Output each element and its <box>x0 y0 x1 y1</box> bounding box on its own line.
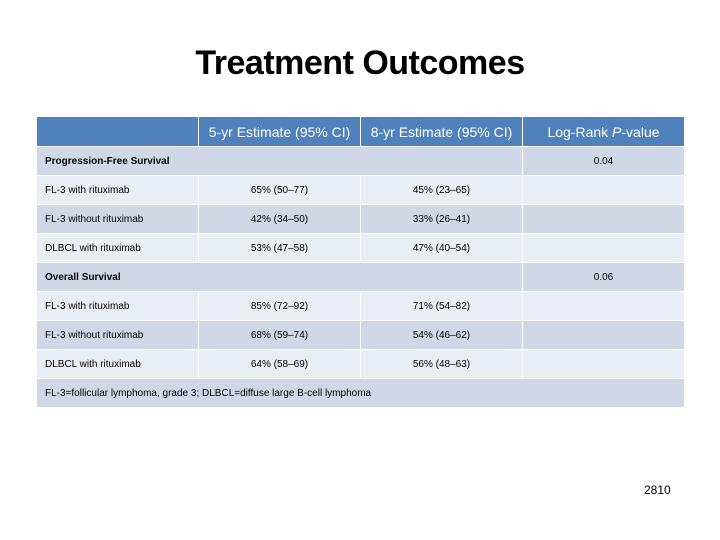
header-log-rank-p: P <box>612 123 622 140</box>
row-label: DLBCL with rituximab <box>37 350 199 379</box>
table-row <box>37 321 685 350</box>
five-yr-value: 53% (47–58) <box>199 234 361 263</box>
eight-yr-value: 71% (54–82) <box>361 292 523 321</box>
footnote-row <box>37 379 685 408</box>
table-row <box>37 350 685 379</box>
table-row <box>37 205 685 234</box>
section-title-pfs: Progression-Free Survival <box>37 147 523 176</box>
section-row-os <box>37 263 685 292</box>
section-row-pfs <box>37 147 685 176</box>
five-yr-value: 42% (34–50) <box>199 205 361 234</box>
header-label-cell <box>37 117 199 147</box>
header-log-rank-prefix: Log-Rank <box>547 123 613 140</box>
eight-yr-value: 45% (23–65) <box>361 176 523 205</box>
eight-yr-value: 54% (46–62) <box>361 321 523 350</box>
p-value-empty <box>523 205 685 234</box>
eight-yr-value: 47% (40–54) <box>361 234 523 263</box>
p-value-empty <box>523 234 685 263</box>
eight-yr-value: 56% (48–63) <box>361 350 523 379</box>
p-value-empty <box>523 321 685 350</box>
outcomes-table <box>36 116 685 408</box>
table-footnote: FL-3=follicular lymphoma, grade 3; DLBCL=diffuse large B-cell lymphoma <box>37 379 685 408</box>
p-value-pfs: 0.04 <box>523 147 685 176</box>
five-yr-value: 68% (59–74) <box>199 321 361 350</box>
header-log-rank-p-value <box>523 117 685 147</box>
table-header-row <box>37 117 685 147</box>
row-label: FL-3 with rituximab <box>37 292 199 321</box>
p-value-empty <box>523 350 685 379</box>
five-yr-value: 85% (72–92) <box>199 292 361 321</box>
row-label: DLBCL with rituximab <box>37 234 199 263</box>
table-row <box>37 292 685 321</box>
header-8yr-estimate: 8-yr Estimate (95% CI) <box>361 117 523 147</box>
p-value-os: 0.06 <box>523 263 685 292</box>
row-label: FL-3 without rituximab <box>37 321 199 350</box>
eight-yr-value: 33% (26–41) <box>361 205 523 234</box>
row-label: FL-3 with rituximab <box>37 176 199 205</box>
p-value-empty <box>523 292 685 321</box>
five-yr-value: 64% (58–69) <box>199 350 361 379</box>
page-number: 2810 <box>644 483 671 497</box>
row-label: FL-3 without rituximab <box>37 205 199 234</box>
slide-title: Treatment Outcomes <box>195 44 525 82</box>
header-log-rank-suffix: -value <box>621 123 660 140</box>
p-value-empty <box>523 176 685 205</box>
table-row <box>37 176 685 205</box>
table-row <box>37 234 685 263</box>
header-5yr-estimate: 5-yr Estimate (95% CI) <box>199 117 361 147</box>
section-title-os: Overall Survival <box>37 263 523 292</box>
five-yr-value: 65% (50–77) <box>199 176 361 205</box>
